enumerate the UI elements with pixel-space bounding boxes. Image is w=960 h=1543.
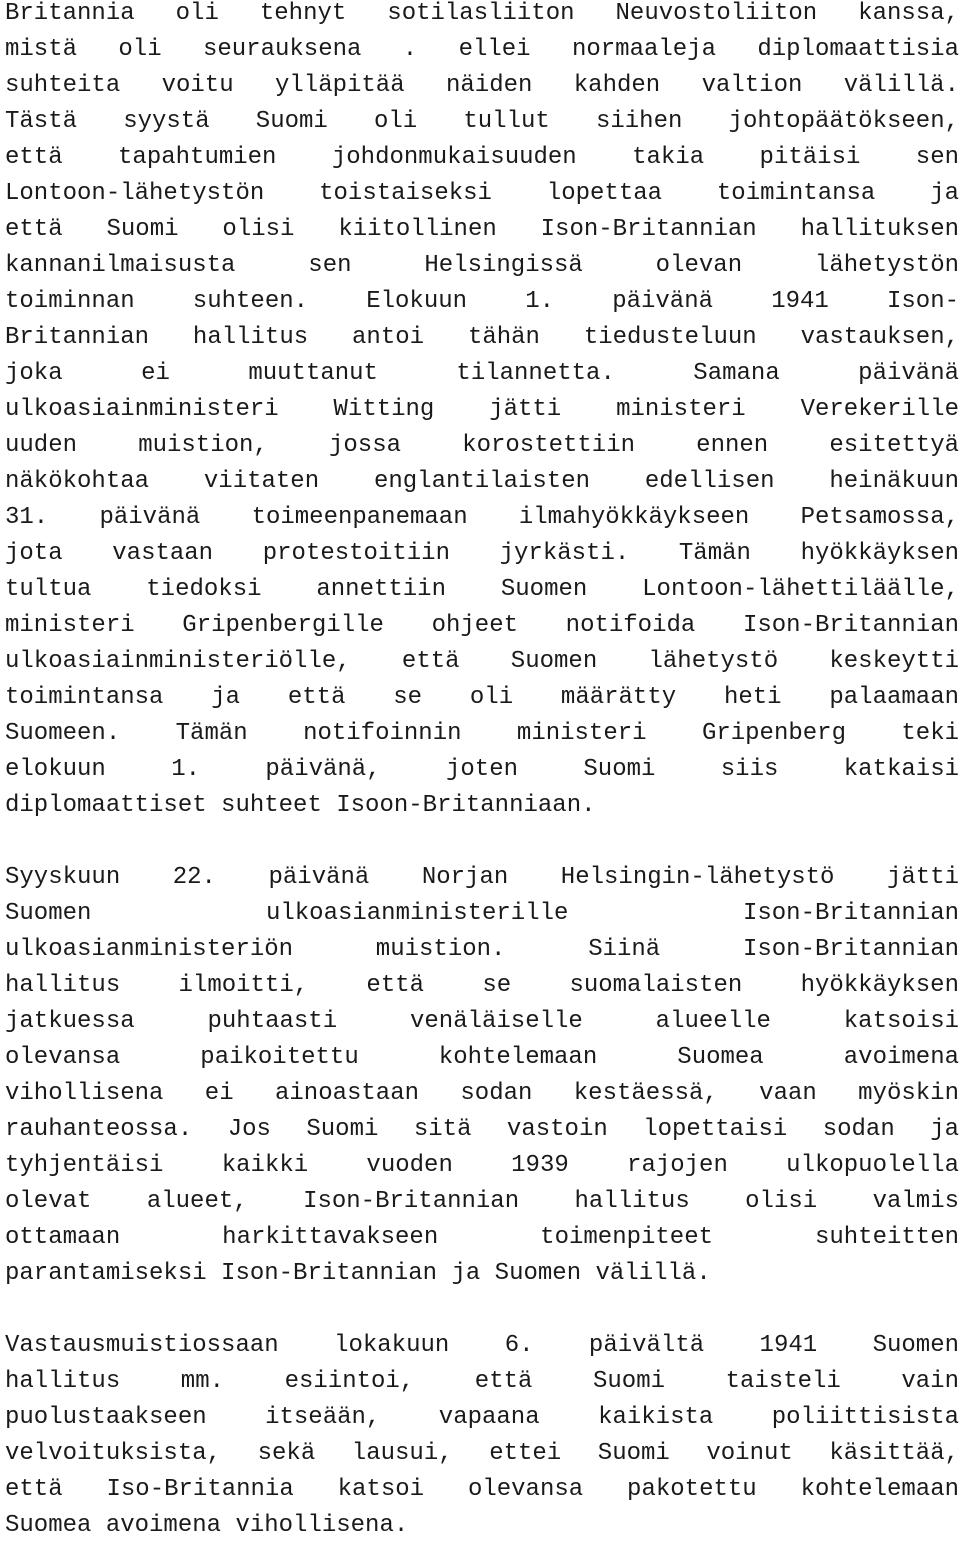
text-line: jatkuessa puhtaasti venäläiselle alueelle katsoisi <box>5 1008 959 1035</box>
text-line: ulkoasianministeriön muistion. Siinä Ison-Britannian <box>5 936 959 963</box>
text-line: Suomen ulkoasianministerille Ison-Britannian <box>5 900 959 927</box>
text-line: tyhjentäisi kaikki vuoden 1939 rajojen ulkopuolella <box>5 1152 959 1179</box>
text-line: toimintansa ja että se oli määrätty heti palaamaan <box>5 684 959 711</box>
text-line: Britannia oli tehnyt sotilasliiton Neuvostoliiton kanssa, <box>5 0 959 27</box>
text-line: rauhanteossa. Jos Suomi sitä vastoin lopettaisi sodan ja <box>5 1116 959 1143</box>
text-line: vihollisena ei ainoastaan sodan kestäessä, vaan myöskin <box>5 1080 959 1107</box>
text-line: Syyskuun 22. päivänä Norjan Helsingin-lähetystö jätti <box>5 864 959 891</box>
text-line: Britannian hallitus antoi tähän tiedusteluun vastauksen, <box>5 324 959 351</box>
text-line: kannanilmaisusta sen Helsingissä olevan lähetystön <box>5 252 959 279</box>
text-line: velvoituksista, sekä lausui, ettei Suomi voinut käsittää, <box>5 1440 959 1467</box>
text-line: että tapahtumien johdonmukaisuuden takia pitäisi sen <box>5 144 959 171</box>
text-line: hallitus ilmoitti, että se suomalaisten hyökkäyksen <box>5 972 959 999</box>
text-line: uuden muistion, jossa korostettiin ennen esitettyä <box>5 432 959 459</box>
text-line: ulkoasiainministeri Witting jätti ministeri Verekerille <box>5 396 959 423</box>
text-line: 31. päivänä toimeenpanemaan ilmahyökkäykseen Petsamossa, <box>5 504 959 531</box>
text-line: ministeri Gripenbergille ohjeet notifoida Ison-Britannian <box>5 612 959 639</box>
text-line: joka ei muuttanut tilannetta. Samana päivänä <box>5 360 959 387</box>
text-line: toiminnan suhteen. Elokuun 1. päivänä 1941 Ison- <box>5 288 959 315</box>
text-line: Suomeen. Tämän notifoinnin ministeri Gripenberg teki <box>5 720 959 747</box>
text-line: tultua tiedoksi annettiin Suomen Lontoon-lähettiläälle, <box>5 576 959 603</box>
text-line: jota vastaan protestoitiin jyrkästi. Tämän hyökkäyksen <box>5 540 959 567</box>
text-line: puolustaakseen itseään, vapaana kaikista poliittisista <box>5 1404 959 1431</box>
text-line: suhteita voitu ylläpitää näiden kahden valtion välillä. <box>5 72 959 99</box>
text-line: Vastausmuistiossaan lokakuun 6. päivältä 1941 Suomen <box>5 1332 959 1359</box>
text-line: diplomaattiset suhteet Isoon-Britanniaan. <box>5 792 596 819</box>
text-line: näkökohtaa viitaten englantilaisten edellisen heinäkuun <box>5 468 959 495</box>
text-line: mistä oli seurauksena . ellei normaaleja diplomaattisia <box>5 36 959 63</box>
text-line: parantamiseksi Ison-Britannian ja Suomen välillä. <box>5 1260 711 1287</box>
text-line: Tästä syystä Suomi oli tullut siihen johtopäätökseen, <box>5 108 959 135</box>
text-line: hallitus mm. esiintoi, että Suomi taisteli vain <box>5 1368 959 1395</box>
text-line: että Suomi olisi kiitollinen Ison-Britannian hallituksen <box>5 216 959 243</box>
text-line: elokuun 1. päivänä, joten Suomi siis katkaisi <box>5 756 959 783</box>
text-line: Lontoon-lähetystön toistaiseksi lopettaa toimintansa ja <box>5 180 959 207</box>
text-line: olevat alueet, Ison-Britannian hallitus olisi valmis <box>5 1188 959 1215</box>
text-line: että Iso-Britannia katsoi olevansa pakotettu kohtelemaan <box>5 1476 959 1503</box>
text-line: olevansa paikoitettu kohtelemaan Suomea avoimena <box>5 1044 959 1071</box>
text-line: ottamaan harkittavakseen toimenpiteet suhteitten <box>5 1224 959 1251</box>
text-line: Suomea avoimena vihollisena. <box>5 1512 409 1539</box>
text-line: ulkoasiainministeriölle, että Suomen lähetystö keskeytti <box>5 648 959 675</box>
